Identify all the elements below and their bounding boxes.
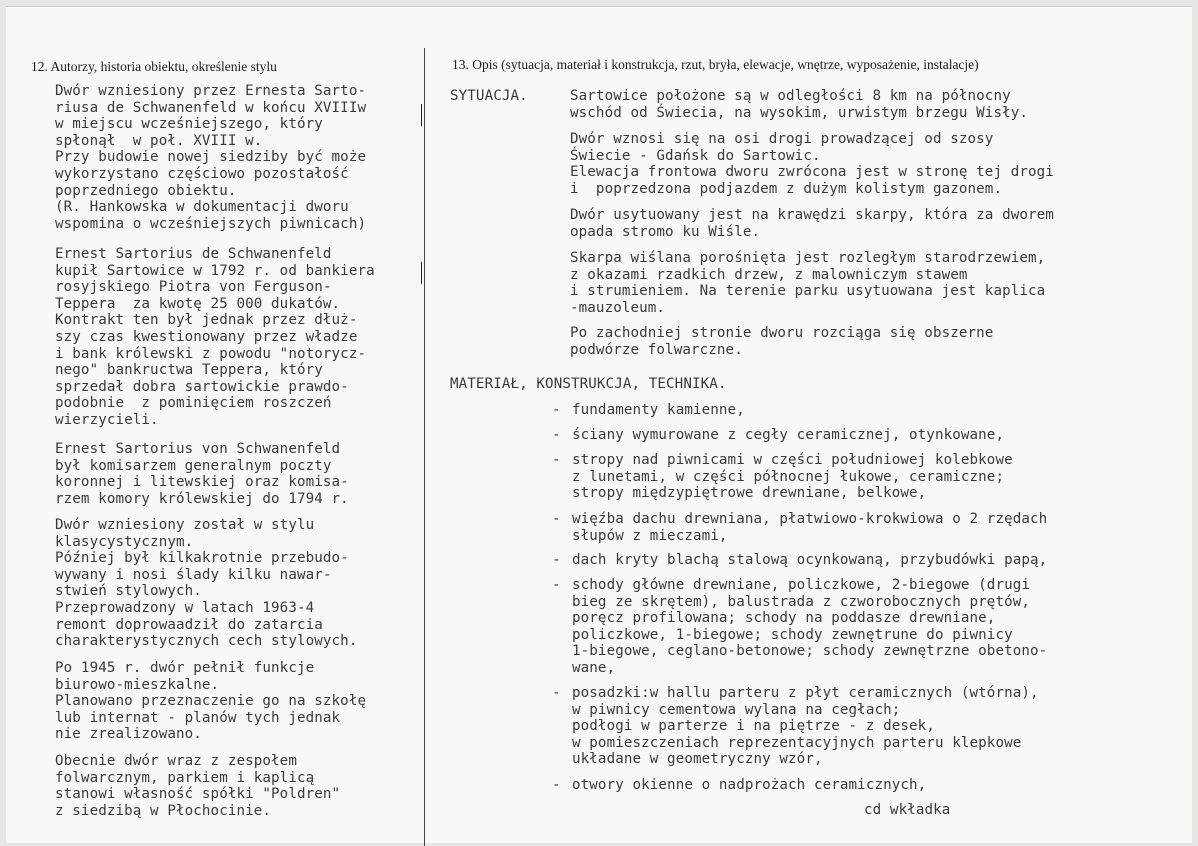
material-item-6: schody główne drewniane, policzkowe, 2-biegowe (drugi bieg ze skrętem), balustrada z czworobocznych prętów, poręcz profilowana; schody na poddasze drewniane, policzkowe, 1-biegowe; schody zewnętrune do piwnicy 1-biegowe, ceglano-betonowe; schody zewnętrzne obetono- wane,	[572, 577, 1048, 676]
margin-mark	[421, 104, 422, 126]
margin-mark	[421, 262, 422, 284]
situation-paragraph-5: Po zachodniej stronie dworu rozciąga się obszerne podwórze folwarczne.	[570, 325, 994, 358]
left-paragraph-6: Obecnie dwór wraz z zespołem folwarcznym, parkiem i kaplicą stanowi własność spółki "Poldren" z siedzibą w Płochocinie.	[55, 753, 341, 819]
column-divider	[424, 48, 425, 846]
material-item-5: dach kryty blachą stalową ocynkowaną, przybudówki papą,	[572, 552, 1048, 568]
bullet-dash: -	[552, 427, 561, 443]
bullet-dash: -	[552, 511, 561, 527]
material-label: MATERIAŁ, KONSTRUKCJA, TECHNIKA.	[450, 376, 727, 392]
material-item-8: otwory okienne o nadprożach ceramicznych,	[572, 777, 927, 793]
left-paragraph-5: Po 1945 r. dwór pełnił funkcje biurowo-mieszkalne. Planowano przeznaczenie go na szkołę lub internat - planów tych jednak nie zrealizowano.	[55, 660, 367, 743]
bullet-dash: -	[552, 577, 561, 593]
bullet-dash: -	[552, 452, 561, 468]
left-paragraph-1: Dwór wzniesiony przez Ernesta Sarto- riusa de Schwanenfeld w końcu XVIIIw w miejscu wcześniejszego, który spłonął w poł. XVIII w. Przy budowie nowej siedziby być może wykorzystano częściowo pozostałość poprzedniego obiektu. (R. Hankowska w dokumentacji dworu wspomina o wcześniejszych piwnicach)	[55, 83, 367, 232]
situation-paragraph-3: Dwór usytuowany jest na krawędzi skarpy, która za dworem opada stromo ku Wiśle.	[570, 207, 1054, 240]
situation-paragraph-2: Dwór wznosi się na osi drogi prowadzącej od szosy Świecie - Gdańsk do Sartowic. Elewacja frontowa dworu zwrócona jest w stronę tej drogi i poprzedzona podjazdem z dużym kolistym gazonem.	[570, 131, 1054, 197]
situation-paragraph-4: Skarpa wiślana porośnięta jest rozległym starodrzewiem, z okazami rzadkich drzew, z malowniczym stawem i strumieniem. Na terenie parku usytuowana jest kaplica -mauzoleum.	[570, 250, 1046, 316]
continuation-note: cd wkładka	[864, 802, 951, 818]
bullet-dash: -	[552, 552, 561, 568]
left-paragraph-2: Ernest Sartorius de Schwanenfeld kupił Sartowice w 1792 r. od bankiera rosyjskiego Piotra von Ferguson- Teppera za kwotę 25 000 dukatów. Kontrakt ten był jednak przez dłuż- szy czas kwestionowany przez władze i bank królewski z powodu "notorycz- nego" bankructwa Teppera, który sprzedał dobra sartowickie prawdo- podobnie z pominięciem roszczeń wierzycieli.	[55, 246, 375, 428]
material-item-7: posadzki:w hallu parteru z płyt ceramicznych (wtórna), w piwnicy cementowa wylana na cegłach; podłogi w parterze i na piętrze - z desek, w pomieszczeniach reprezentacyjnych parteru klepkowe układane w geometryczny wzór,	[572, 685, 1039, 768]
section-12-heading: 12. Autorzy, historia obiektu, określenie stylu	[31, 59, 277, 74]
material-item-2: ściany wymurowane z cegły ceramicznej, otynkowane,	[572, 427, 1005, 443]
bullet-dash: -	[552, 685, 561, 701]
left-paragraph-4: Dwór wzniesiony został w stylu klasycystycznym. Później był kilkakrotnie przebudo- wywany i nosi ślady kilku nawar- stwień stylowych. Przeprowadzony w latach 1963-4 remont doprowaadził do zatarcia charakterystycznych cech stylowych.	[55, 517, 358, 650]
bullet-dash: -	[552, 402, 561, 418]
bullet-dash: -	[552, 777, 561, 793]
situation-paragraph-1: Sartowice położone są w odległości 8 km na północny wschód od Świecia, na wysokim, urwistym brzegu Wisły.	[570, 88, 1029, 121]
situation-label: SYTUACJA.	[450, 88, 528, 104]
left-paragraph-3: Ernest Sartorius von Schwanenfeld był komisarzem generalnym poczty koronnej i litewskiej oraz komisa- rzem komory królewskiej do 1794 r.	[55, 441, 349, 507]
material-item-1: fundamenty kamienne,	[572, 402, 745, 418]
section-13-heading: 13. Opis (sytuacja, materiał i konstrukcja, rzut, bryła, elewacje, wnętrze, wyposażenie, instalacje)	[452, 57, 979, 72]
material-item-3: stropy nad piwnicami w części południowej kolebkowe z lunetami, w części północnej łukowe, ceramiczne; stropy międzypiętrowe drewniane, belkowe,	[572, 452, 1013, 502]
material-item-4: więźba dachu drewniana, płatwiowo-krokwiowa o 2 rzędach słupów z mieczami,	[572, 511, 1048, 544]
